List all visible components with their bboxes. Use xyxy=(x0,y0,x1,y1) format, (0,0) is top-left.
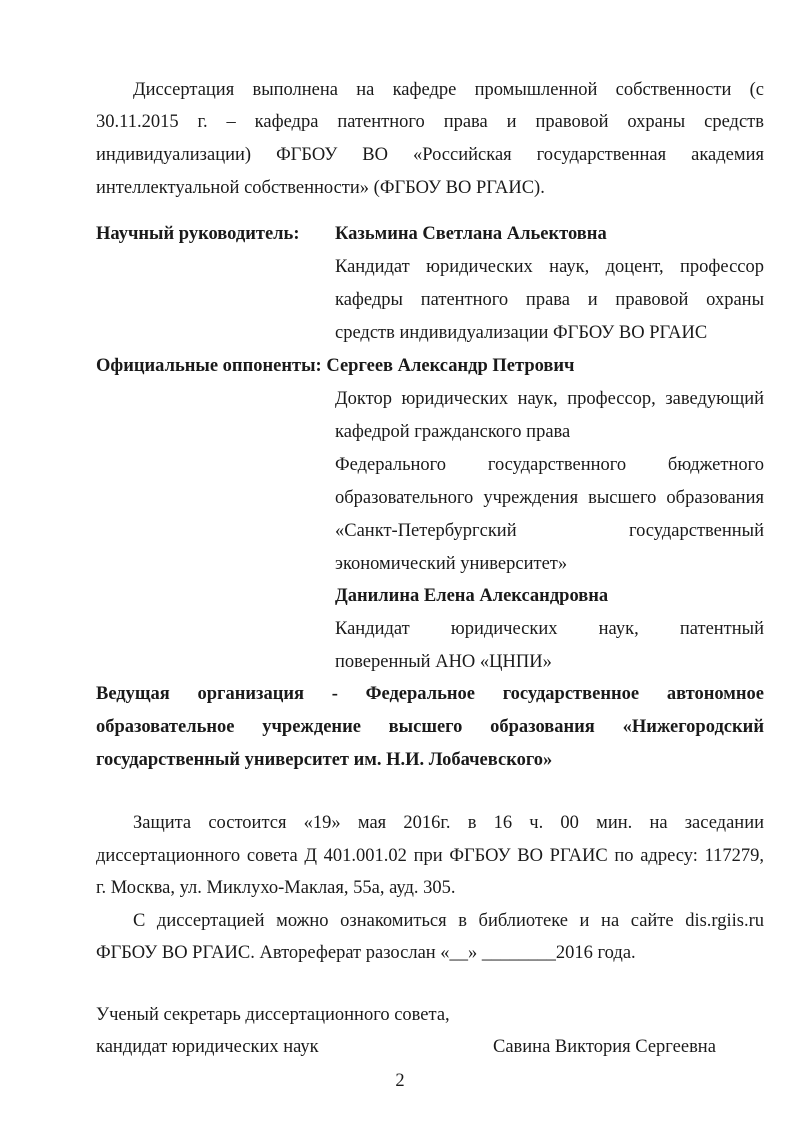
page-number: 2 xyxy=(395,1071,405,1091)
text-line: государственный университет им. Н.И. Лобачевского» xyxy=(96,750,553,770)
supervisor-label: Научный руководитель: xyxy=(96,224,300,244)
opponents-heading xyxy=(96,355,764,377)
text-line: Защита состоится «19» мая 2016г. в 16 ч. 00 мин. на заседании xyxy=(133,813,764,833)
opponent-2-name: Данилина Елена Александровна xyxy=(335,586,609,606)
text-line: Федерального государственного бюджетного xyxy=(335,455,764,475)
text-line: «Санкт-Петербургский государственный xyxy=(335,521,764,541)
text-line: кафедры патентного права и правовой охраны xyxy=(335,290,764,310)
opponents-label: Официальные оппоненты: xyxy=(96,356,322,376)
text-line: поверенный АНО «ЦНПИ» xyxy=(335,652,552,672)
text-line: Ведущая организация - Федеральное государственное автономное xyxy=(96,684,764,704)
text-line: интеллектуальной собственности» (ФГБОУ ВО РГАИС). xyxy=(96,178,545,198)
text-line: ФГБОУ ВО РГАИС. Автореферат разослан «__» ________2016 года. xyxy=(96,943,636,963)
text-line: Диссертация выполнена на кафедре промышленной собственности (с xyxy=(133,80,764,100)
opponent-1-name: Сергеев Александр Петрович xyxy=(326,356,575,376)
secretary-degree: кандидат юридических наук xyxy=(96,1037,319,1057)
secretary-name: Савина Виктория Сергеевна xyxy=(493,1037,716,1057)
text-line: кафедрой гражданского права xyxy=(335,422,571,442)
text-line: г. Москва, ул. Миклухо-Маклая, 55а, ауд. 305. xyxy=(96,878,456,898)
text-line: Кандидат юридических наук, патентный xyxy=(335,619,764,639)
text-line: экономический университет» xyxy=(335,554,568,574)
text-line: Кандидат юридических наук, доцент, профессор xyxy=(335,257,764,277)
text-line: диссертационного совета Д 401.001.02 при ФГБОУ ВО РГАИС по адресу: 117279, xyxy=(96,846,764,866)
text-line: С диссертацией можно ознакомиться в библиотеке и на сайте dis.rgiis.ru xyxy=(133,911,764,931)
text-line: индивидуализации) ФГБОУ ВО «Российская государственная академия xyxy=(96,145,764,165)
supervisor-name: Казьмина Светлана Альектовна xyxy=(335,224,607,244)
text-line: Доктор юридических наук, профессор, заведующий xyxy=(335,389,764,409)
text-line: образовательное учреждение высшего образования «Нижегородский xyxy=(96,717,764,737)
text-line: образовательного учреждения высшего образования xyxy=(335,488,764,508)
text-line: 30.11.2015 г. – кафедра патентного права и правовой охраны средств xyxy=(96,112,764,132)
text-line: средств индивидуализации ФГБОУ ВО РГАИС xyxy=(335,323,708,343)
secretary-title: Ученый секретарь диссертационного совета, xyxy=(96,1005,450,1025)
